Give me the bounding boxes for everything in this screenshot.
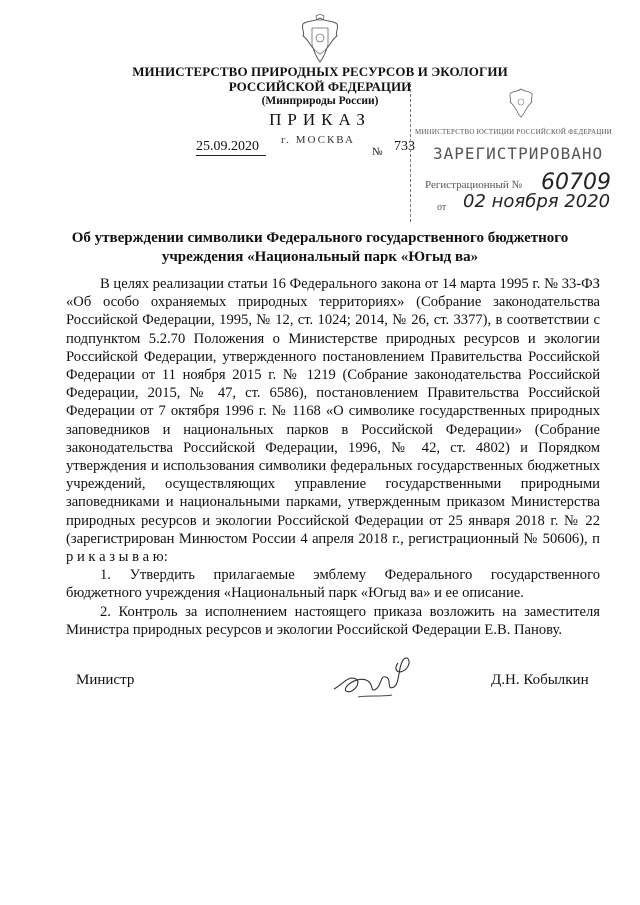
- registration-stamp: [410, 84, 619, 222]
- order-number-sign: №: [372, 146, 383, 158]
- order-date: 25.09.2020: [196, 139, 266, 156]
- stamp-reg-date: 02 ноября 2020: [463, 191, 611, 212]
- document-body: [66, 275, 600, 639]
- stamp-reg-number: 60709: [541, 170, 611, 195]
- body-paragraph: В целях реализации статьи 16 Федерального закона от 14 марта 1995 г. № 33-ФЗ «Об особо охраняемых природных территориях» (Собрание законодательства Российской Федерации, 1995, № 12, ст. 1024; 2014, № 26, ст. 3377), в соответствии с подпунктом 5.2.70 Положения о Министерстве природных ресурсов и экологии Российской Федерации, утвержденного постановлением Правительства Российской Федерации от 11 ноября 2015 г. № 1219 (Собрание законодательства Российской Федерации, 2015, № 47, ст. 6586), постановлением Правительства Российской Федерации от 7 октября 1996 г. № 1168 «О символике государственных природных заповедников и национальных парков в Российской Федерации» (Собрание законодательства Российской Федерации, 1996, № 42, ст. 4802) и Порядком утверждения и использования символики федеральных государственных бюджетных учреждений, осуществляющих управление государственными природными заповедниками и национальными парками, утвержденным приказом Министерства природных ресурсов и экологии Российской Федерации от 25 января 2018 г. № 22 (зарегистрирован Минюстом России 4 апреля 2018 г., регистрационный № 50606), п р и к а з ы в а ю:: [66, 276, 600, 566]
- body-paragraph: 1. Утвердить прилагаемые эмблему Федерального государственного бюджетного учреждения «Национальный парк «Югыд ва» и ее описание.: [66, 567, 600, 602]
- signature-icon: [328, 645, 418, 705]
- stamp-from-label: от: [437, 202, 447, 213]
- stamp-emblem-icon: [506, 86, 536, 118]
- order-number: 733: [394, 139, 415, 154]
- signatory-position: Министр: [76, 672, 135, 688]
- document-type: ПРИКАЗ: [269, 110, 371, 129]
- coat-of-arms-icon: [297, 14, 343, 66]
- body-paragraph: 2. Контроль за исполнением настоящего приказа возложить на заместителя Министра природных ресурсов и экологии Российской Федерации Е.В. Панову.: [66, 603, 600, 638]
- stamp-status: ЗАРЕГИСТРИРОВАНО: [433, 144, 604, 163]
- stamp-reg-label: Регистрационный №: [425, 179, 523, 191]
- order-city: г. МОСКВА: [281, 134, 355, 146]
- signatory-name: Д.Н. Кобылкин: [491, 672, 589, 688]
- stamp-ministry: МИНИСТЕРСТВО ЮСТИЦИИ РОССИЙСКОЙ ФЕДЕРАЦИИ: [415, 128, 612, 136]
- document-title: Об утверждении символики Федерального государственного бюджетного учреждения «Национальный парк «Югыд ва»: [71, 230, 569, 265]
- ministry-short-name: (Минприроды России): [261, 95, 379, 107]
- ministry-name-line2: РОССИЙСКОЙ ФЕДЕРАЦИИ: [228, 79, 412, 94]
- ministry-name-line1: МИНИСТЕРСТВО ПРИРОДНЫХ РЕСУРСОВ И ЭКОЛОГИИ: [132, 64, 508, 79]
